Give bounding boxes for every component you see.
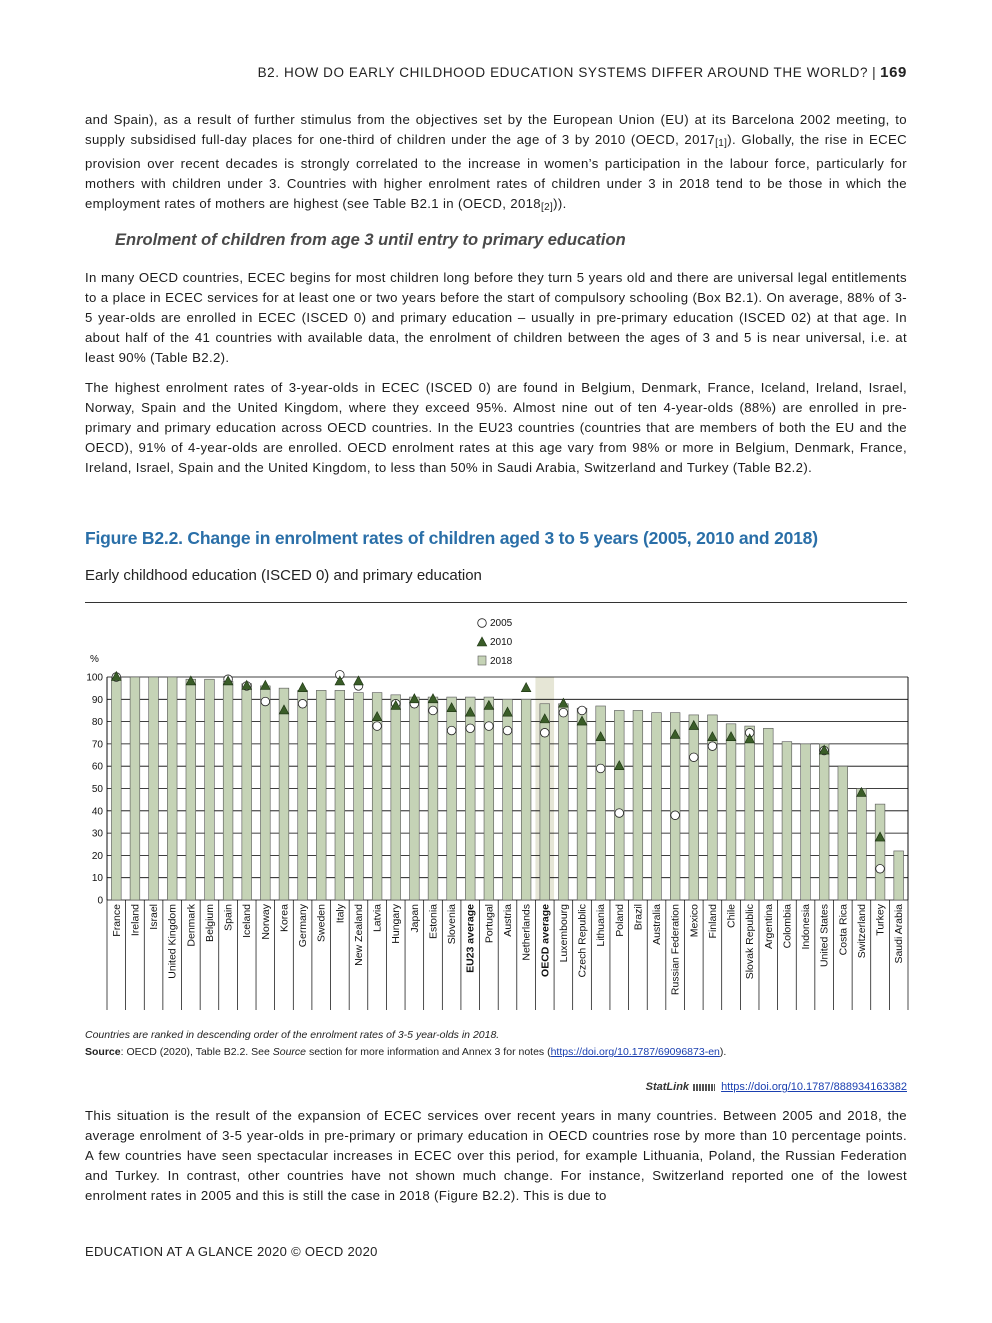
- bar-2018: [521, 699, 531, 900]
- paragraph-1-text-c: )).: [553, 196, 567, 211]
- bar-2018: [205, 679, 215, 900]
- category-label: Israel: [148, 904, 161, 930]
- category-label: Saudi Arabia: [893, 904, 906, 964]
- y-tick-label: 100: [86, 672, 103, 684]
- figure-note: Countries are ranked in descending order of the enrolment rates of 3-5 year-olds in 2018.: [85, 1029, 500, 1041]
- category-label: Korea: [278, 904, 291, 933]
- category-label: Slovenia: [446, 904, 459, 945]
- y-tick-label: 80: [91, 717, 103, 729]
- category-label: Luxembourg: [557, 904, 570, 963]
- y-tick-label: 60: [91, 761, 103, 773]
- marker-2005: [876, 864, 885, 873]
- category-label: United States: [818, 904, 831, 968]
- bar-2018: [652, 713, 662, 900]
- category-label: Finland: [706, 904, 719, 939]
- category-label: Brazil: [632, 904, 645, 931]
- category-label: France: [110, 904, 123, 937]
- category-label: EU23 average: [464, 904, 477, 973]
- bar-2018: [149, 677, 159, 900]
- section-subheading: Enrolment of children from age 3 until entry to primary education: [115, 231, 626, 249]
- category-label: Hungary: [390, 904, 403, 944]
- bar-2018: [316, 690, 326, 900]
- figure-subtitle: Early childhood education (ISCED 0) and primary education: [85, 567, 482, 584]
- header-title: B2. HOW DO EARLY CHILDHOOD EDUCATION SYSTEMS DIFFER AROUND THE WORLD?: [257, 65, 869, 80]
- category-label: Switzerland: [855, 904, 868, 959]
- category-label: Turkey: [874, 904, 887, 936]
- marker-2005: [466, 724, 475, 733]
- marker-2010: [298, 683, 308, 692]
- bar-2018: [167, 677, 177, 900]
- y-tick-label: 20: [91, 850, 103, 862]
- page-number: 169: [880, 64, 907, 81]
- paragraph-1-text-a: and Spain), as a result of further stimulus from the objectives set by the European Union (EU) at its Barcelona 2002 meeting, to supply subsidised full-day places for one-third of children under the age of 3 by 2010 (OECD, 2017: [85, 112, 907, 147]
- category-label: Indonesia: [800, 904, 813, 950]
- category-label: Colombia: [781, 904, 794, 949]
- marker-2005: [298, 699, 307, 708]
- bar-2018: [428, 697, 438, 900]
- category-label: Italy: [334, 904, 347, 924]
- legend-marker-2010: [477, 637, 487, 646]
- statlink-barcode-icon: [693, 1084, 715, 1091]
- category-label: OECD average: [539, 904, 552, 977]
- legend-marker-2018: [478, 656, 486, 665]
- header-separator: |: [872, 65, 877, 80]
- figure-source: [85, 1046, 726, 1058]
- running-header: [258, 64, 907, 81]
- paragraph-2: In many OECD countries, ECEC begins for most children long before they turn 5 years old and there are universal legal entitlements to a place in ECEC services for at least one or two years before the start of compulsory schooling (Box B2.1). On average, 88% of 3-5 year-olds are enrolled in ECEC (ISCED 0) and primary education – usually in pre-primary education (ISCED 02) at that age. In about half of the 41 countries with available data, the enrolment of children between the ages of 3 and 5 is near universal, i.e. at least 90% (Table B2.2).: [85, 270, 907, 365]
- paragraph-4: This situation is the result of the expansion of ECEC services over recent years in many countries. Between 2005 and 2018, the average enrolment of 3-5 year-olds in pre-primary or primary education in OECD countries rose by more than 10 percentage points. A few countries have seen spectacular increases in ECEC over this period, for example Lithuania, Poland, the Russian Federation and Turkey. In contrast, other countries have not shown much change. For instance, Switzerland reported one of the lowest enrolment rates in 2005 and this is still the case in 2018 (Figure B2.2). This is due to: [85, 1108, 907, 1203]
- paragraph-1: [85, 110, 907, 218]
- statlink: [646, 1081, 907, 1093]
- marker-2010: [521, 683, 531, 692]
- category-label: Japan: [408, 904, 421, 933]
- category-label: Lithuania: [595, 904, 608, 947]
- paragraph-1-text-b: ). Globally, the rise in ECEC provision over recent decades is strongly correlated to the increase in women’s participation in the labour force, particularly for mothers with children under 3. Countries with higher enrolment rates of children under 3 in 2018 tend to be those in which the employment rates of mothers are highest (see Table B2.1 in (OECD, 2018: [85, 132, 907, 211]
- bar-2018: [819, 744, 829, 900]
- bar-2018: [559, 704, 569, 900]
- marker-2010: [261, 680, 271, 689]
- ref-1[interactable]: [1]: [715, 138, 728, 149]
- statlink-url[interactable]: https://doi.org/10.1787/888934163382: [721, 1081, 907, 1093]
- bar-2018: [223, 681, 233, 900]
- category-label: Estonia: [427, 904, 440, 940]
- bar-2018: [689, 715, 699, 900]
- bar-2018: [875, 804, 885, 900]
- category-label: Russian Federation: [669, 904, 682, 996]
- legend-label-2010: 2010: [490, 637, 513, 648]
- category-label: Spain: [222, 904, 235, 931]
- marker-2005: [689, 753, 698, 762]
- figure-rule: [85, 602, 907, 603]
- legend-marker-2005: [478, 619, 487, 628]
- bar-2018: [279, 688, 289, 900]
- bar-2018: [801, 744, 811, 900]
- bar-2018: [354, 693, 364, 900]
- category-label: Denmark: [185, 904, 198, 947]
- bar-2018: [745, 726, 755, 900]
- bar-2018: [857, 789, 867, 901]
- marker-2005: [429, 706, 438, 715]
- category-label: Ireland: [129, 904, 142, 937]
- marker-2005: [671, 811, 680, 820]
- category-label: Germany: [297, 904, 310, 948]
- marker-2005: [261, 697, 270, 706]
- bar-2018: [894, 851, 904, 900]
- y-axis-label: %: [90, 654, 99, 665]
- marker-2005: [708, 742, 717, 751]
- y-tick-label: 0: [97, 895, 103, 907]
- source-link[interactable]: https://doi.org/10.1787/69096873-en: [550, 1046, 720, 1058]
- source-text: : OECD (2020), Table B2.2. See: [120, 1046, 273, 1058]
- category-label: Netherlands: [520, 904, 533, 961]
- legend-label-2005: 2005: [490, 618, 513, 629]
- y-tick-label: 10: [91, 873, 103, 885]
- source-label: Source: [85, 1046, 121, 1058]
- y-tick-label: 40: [91, 806, 103, 818]
- marker-2005: [447, 726, 456, 735]
- legend-label-2018: 2018: [490, 656, 513, 667]
- category-label: Slovak Republic: [744, 904, 757, 980]
- y-tick-label: 70: [91, 739, 103, 751]
- bar-2018: [298, 690, 308, 900]
- category-label: United Kingdom: [166, 904, 179, 979]
- figure-title: Figure B2.2. Change in enrolment rates of children aged 3 to 5 years (2005, 2010 and 2018): [85, 528, 818, 548]
- category-label: Argentina: [762, 904, 775, 949]
- category-label: Australia: [651, 904, 664, 945]
- category-label: Iceland: [241, 904, 254, 938]
- category-label: Chile: [725, 904, 738, 928]
- bar-2018: [335, 690, 345, 900]
- bar-2018: [410, 697, 420, 900]
- category-label: Norway: [259, 904, 272, 940]
- y-tick-label: 50: [91, 784, 103, 795]
- bar-2018: [782, 742, 792, 900]
- category-label: Mexico: [688, 904, 701, 938]
- category-label: Czech Republic: [576, 904, 589, 978]
- y-tick-label: 30: [91, 828, 103, 840]
- category-label: New Zealand: [352, 904, 365, 966]
- bar-2018: [130, 677, 140, 900]
- source-end: ).: [719, 1046, 727, 1058]
- bar-2018: [838, 766, 848, 900]
- category-label: Portugal: [483, 904, 496, 944]
- marker-2005: [373, 722, 382, 731]
- bar-2018: [242, 684, 252, 900]
- source-text-2: section for more information and Annex 3 for notes (: [306, 1046, 551, 1058]
- bar-2018: [763, 728, 773, 900]
- marker-2005: [485, 722, 494, 731]
- paragraph-3: The highest enrolment rates of 3-year-olds in ECEC (ISCED 0) are found in Belgium, Denmark, France, Iceland, Ireland, Israel, Norway, Spain and the United Kingdom, where they exceed 95%. Almost nine out of ten 4-year-olds (88%) are enrolled in pre-primary and primary education across OECD countries. In the EU23 countries (countries that are members of both the EU and the OECD), 91% of 4-year-olds are enrolled. OECD enrolment rates at this age vary from 98% or more in Belgium, Denmark, France, Ireland, Israel, Spain and the United Kingdom, to less than 50% in Saudi Arabia, Switzerland and Turkey (Table B2.2).: [85, 380, 907, 475]
- category-label: Belgium: [203, 904, 216, 942]
- bar-2018: [186, 679, 196, 900]
- bar-2018: [614, 710, 624, 900]
- marker-2005: [578, 706, 587, 715]
- statlink-label: StatLink: [645, 1081, 690, 1093]
- bar-2018: [260, 686, 270, 900]
- y-tick-label: 90: [91, 694, 103, 706]
- bar-2018: [391, 695, 401, 900]
- source-italic: Source: [272, 1046, 307, 1058]
- marker-2005: [540, 728, 549, 737]
- marker-2005: [596, 764, 605, 773]
- marker-2005: [615, 809, 624, 818]
- marker-2005: [503, 726, 512, 735]
- bar-2018: [111, 677, 121, 900]
- bar-2018: [670, 713, 680, 900]
- ref-2[interactable]: [2]: [541, 202, 554, 213]
- category-label: Costa Rica: [837, 904, 850, 956]
- bar-2018: [726, 724, 736, 900]
- enrolment-chart: [80, 610, 910, 1015]
- category-label: Sweden: [315, 904, 328, 942]
- category-label: Austria: [502, 904, 514, 937]
- bar-2018: [633, 710, 643, 900]
- marker-2005: [559, 708, 568, 717]
- category-label: Poland: [613, 904, 626, 937]
- category-label: Latvia: [371, 904, 384, 933]
- bar-2018: [577, 708, 587, 900]
- page-footer: EDUCATION AT A GLANCE 2020 © OECD 2020: [85, 1244, 378, 1259]
